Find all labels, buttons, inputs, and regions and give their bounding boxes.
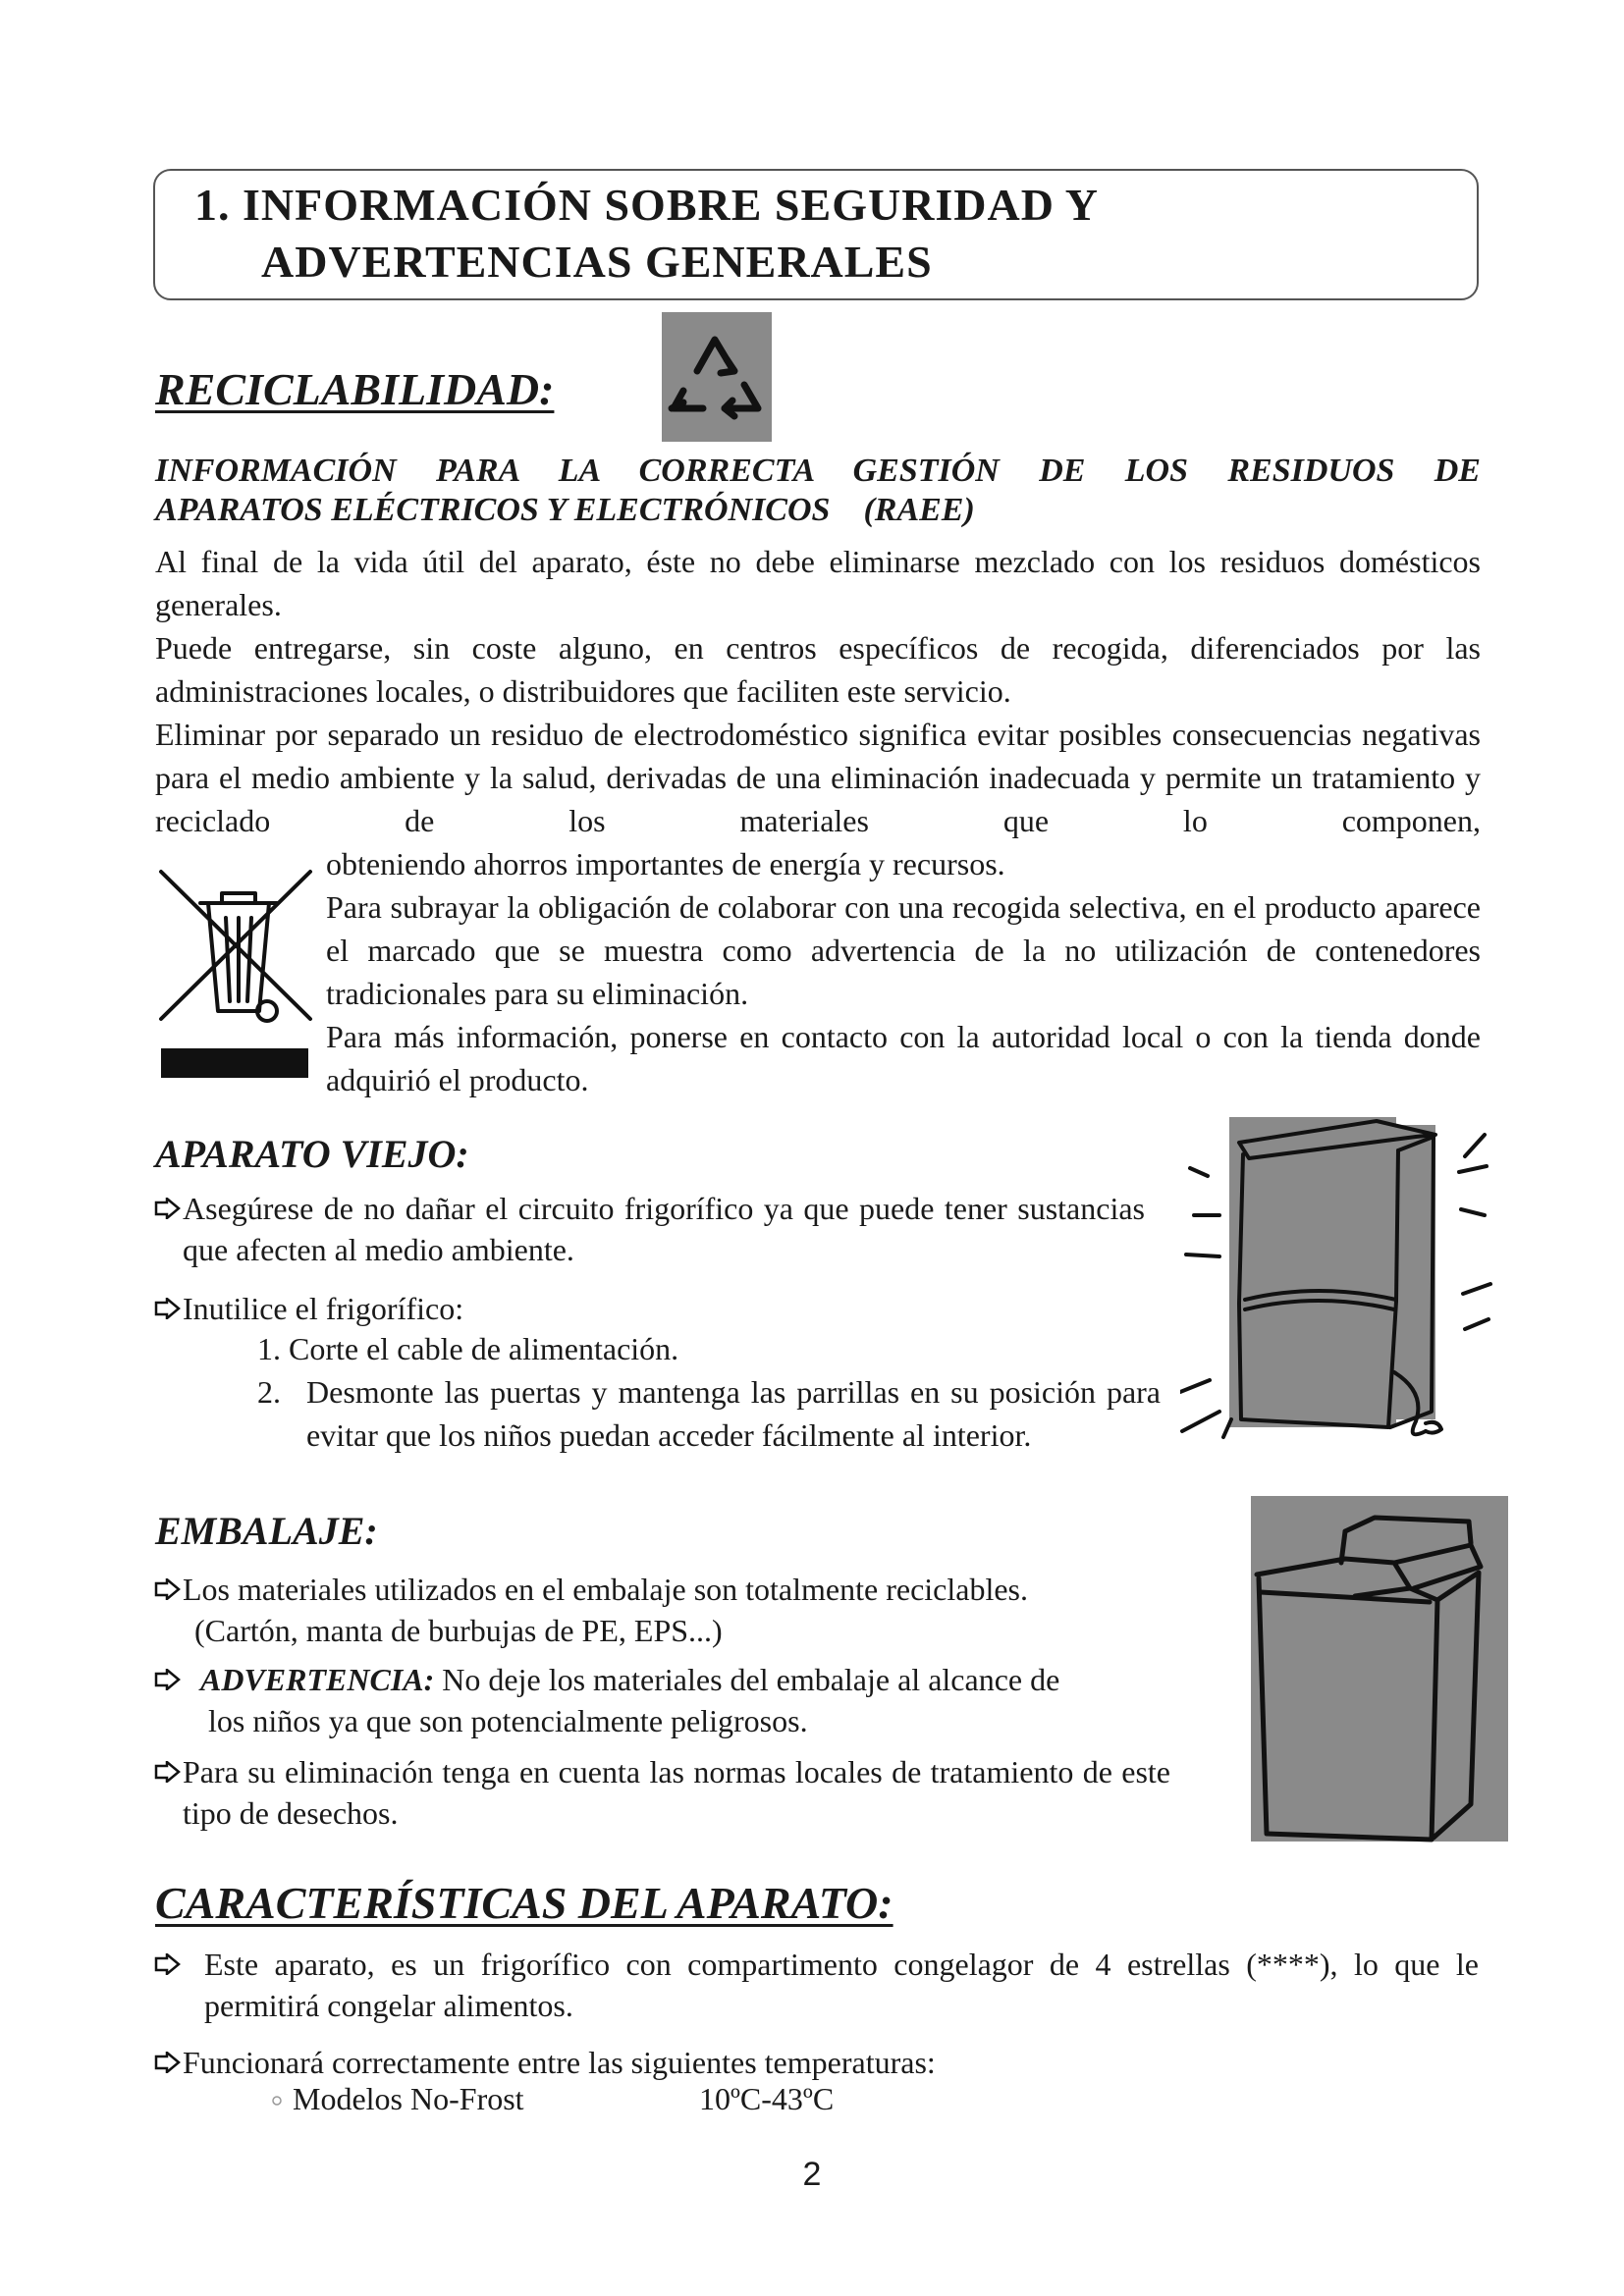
features-model-range: 10ºC-43ºC — [699, 2081, 835, 2116]
recycle-icon — [648, 312, 782, 442]
recyclability-para3: Eliminar por separado un residuo de electrodoméstico significa evitar posibles consecuencias negativas para el medio ambiente y la salud, derivadas de una eliminación inadecuada y permite un tratamiento y reciclado de los materiales que lo componen, — [155, 717, 1481, 838]
packaging-warning — [153, 1659, 1204, 1747]
features-bullet1 — [153, 1944, 1479, 2032]
old-appliance-step2-number: 2. — [257, 1374, 281, 1410]
features-heading: CARACTERÍSTICAS DEL APARATO: — [155, 1878, 893, 1928]
packaging-bullet1-body — [183, 1569, 1214, 1651]
packaging-heading: EMBALAJE: — [155, 1509, 378, 1553]
packaging-bullet1-text: Los materiales utilizados en el embalaje son totalmente reciclables. — [183, 1572, 1028, 1607]
packaging-warning-body — [200, 1659, 1204, 1700]
arrow-bullet-icon — [153, 1953, 183, 1975]
arrow-bullet-icon — [153, 1198, 183, 1219]
recyclability-para2: Puede entregarse, sin coste alguno, en centros específicos de recogida, diferenciados por las administraciones locales, o distribuidores que faciliten este servicio. — [155, 630, 1481, 709]
features-model-label: Modelos No-Frost — [293, 2081, 524, 2116]
old-appliance-bullet2-text: Inutilice el frigorífico: — [183, 1291, 464, 1326]
packaging-bullet3-text: Para su eliminación tenga en cuenta las normas locales de tratamiento de este tipo de desechos. — [183, 1754, 1170, 1831]
page-number: 2 — [802, 2156, 822, 2193]
recyclability-para1: Al final de la vida útil del aparato, éste no debe eliminarse mezclado con los residuos domésticos generales. — [155, 544, 1481, 622]
packaging-warning-text: No deje los materiales del embalaje al alcance de — [434, 1662, 1060, 1697]
features-bullet2-text: Funcionará correctamente entre las siguientes temperaturas: — [183, 2045, 936, 2080]
recyclability-para5: Para más información, ponerse en contacto con la autoridad local o con la tienda donde adquirió el producto. — [326, 1019, 1481, 1097]
packaging-warning-cont: los niños ya que son potencialmente peligrosos. — [208, 1703, 808, 1738]
arrow-bullet-icon — [153, 1669, 183, 1690]
packaging-bullet1 — [153, 1569, 1214, 1657]
features-bullet1-text: Este aparato, es un frigorífico con compartimento congelagor de 4 estrellas (****), lo que le permitirá congelar alimentos. — [204, 1947, 1479, 2023]
box-illustration — [1237, 1494, 1512, 1847]
old-appliance-step1: 1. Corte el cable de alimentación. — [257, 1331, 679, 1366]
weee-subtitle — [155, 452, 1481, 530]
recyclability-heading: RECICLABILIDAD: — [155, 364, 555, 414]
section-title-line1: 1. INFORMACIÓN SOBRE SEGURIDAD Y — [194, 180, 1099, 230]
packaging-warning-label: ADVERTENCIA: — [200, 1662, 435, 1697]
arrow-bullet-icon — [153, 1298, 183, 1319]
old-appliance-step2: Desmonte las puertas y mantenga las parrillas en su posición para evitar que los niños puedan acceder fácilmente al interior. — [306, 1374, 1161, 1453]
recyclability-para4: Para subrayar la obligación de colaborar con una recogida selectiva, en el producto aparece el marcado que se muestra como advertencia de la no utilización de contenedores tradicionales para su eliminación. — [326, 889, 1481, 1011]
packaging-bullet3 — [153, 1751, 1170, 1840]
weee-subtitle-line1: INFORMACIÓN PARA LA CORRECTA GESTIÓN DE LOS RESIDUOS DE — [155, 453, 1481, 489]
arrow-bullet-icon — [153, 1578, 183, 1600]
section-header-box — [153, 169, 1479, 300]
features-bullet2 — [153, 2042, 1479, 2085]
old-appliance-bullet1 — [153, 1188, 1145, 1276]
weee-subtitle-line2: APARATOS ELÉCTRICOS Y ELECTRÓNICOS (RAEE) — [155, 492, 975, 528]
old-appliance-bullet2 — [153, 1288, 1145, 1331]
old-appliance-heading: APARATO VIEJO: — [155, 1132, 469, 1176]
arrow-bullet-icon — [153, 1761, 183, 1783]
small-circle-bullet-icon — [271, 2095, 283, 2107]
crossed-bin-icon — [157, 864, 314, 1082]
fridge-illustration — [1180, 1107, 1514, 1451]
arrow-bullet-icon — [153, 2052, 183, 2073]
recyclability-para3-cont: obteniendo ahorros importantes de energía y recursos. — [326, 846, 1005, 881]
section-title-line2: ADVERTENCIAS GENERALES — [261, 237, 933, 287]
old-appliance-bullet1-text: Asegúrese de no dañar el circuito frigorífico ya que puede tener sustancias que afecten al medio ambiente. — [183, 1191, 1145, 1267]
packaging-bullet1-cont: (Cartón, manta de burbujas de PE, EPS...) — [194, 1613, 723, 1648]
